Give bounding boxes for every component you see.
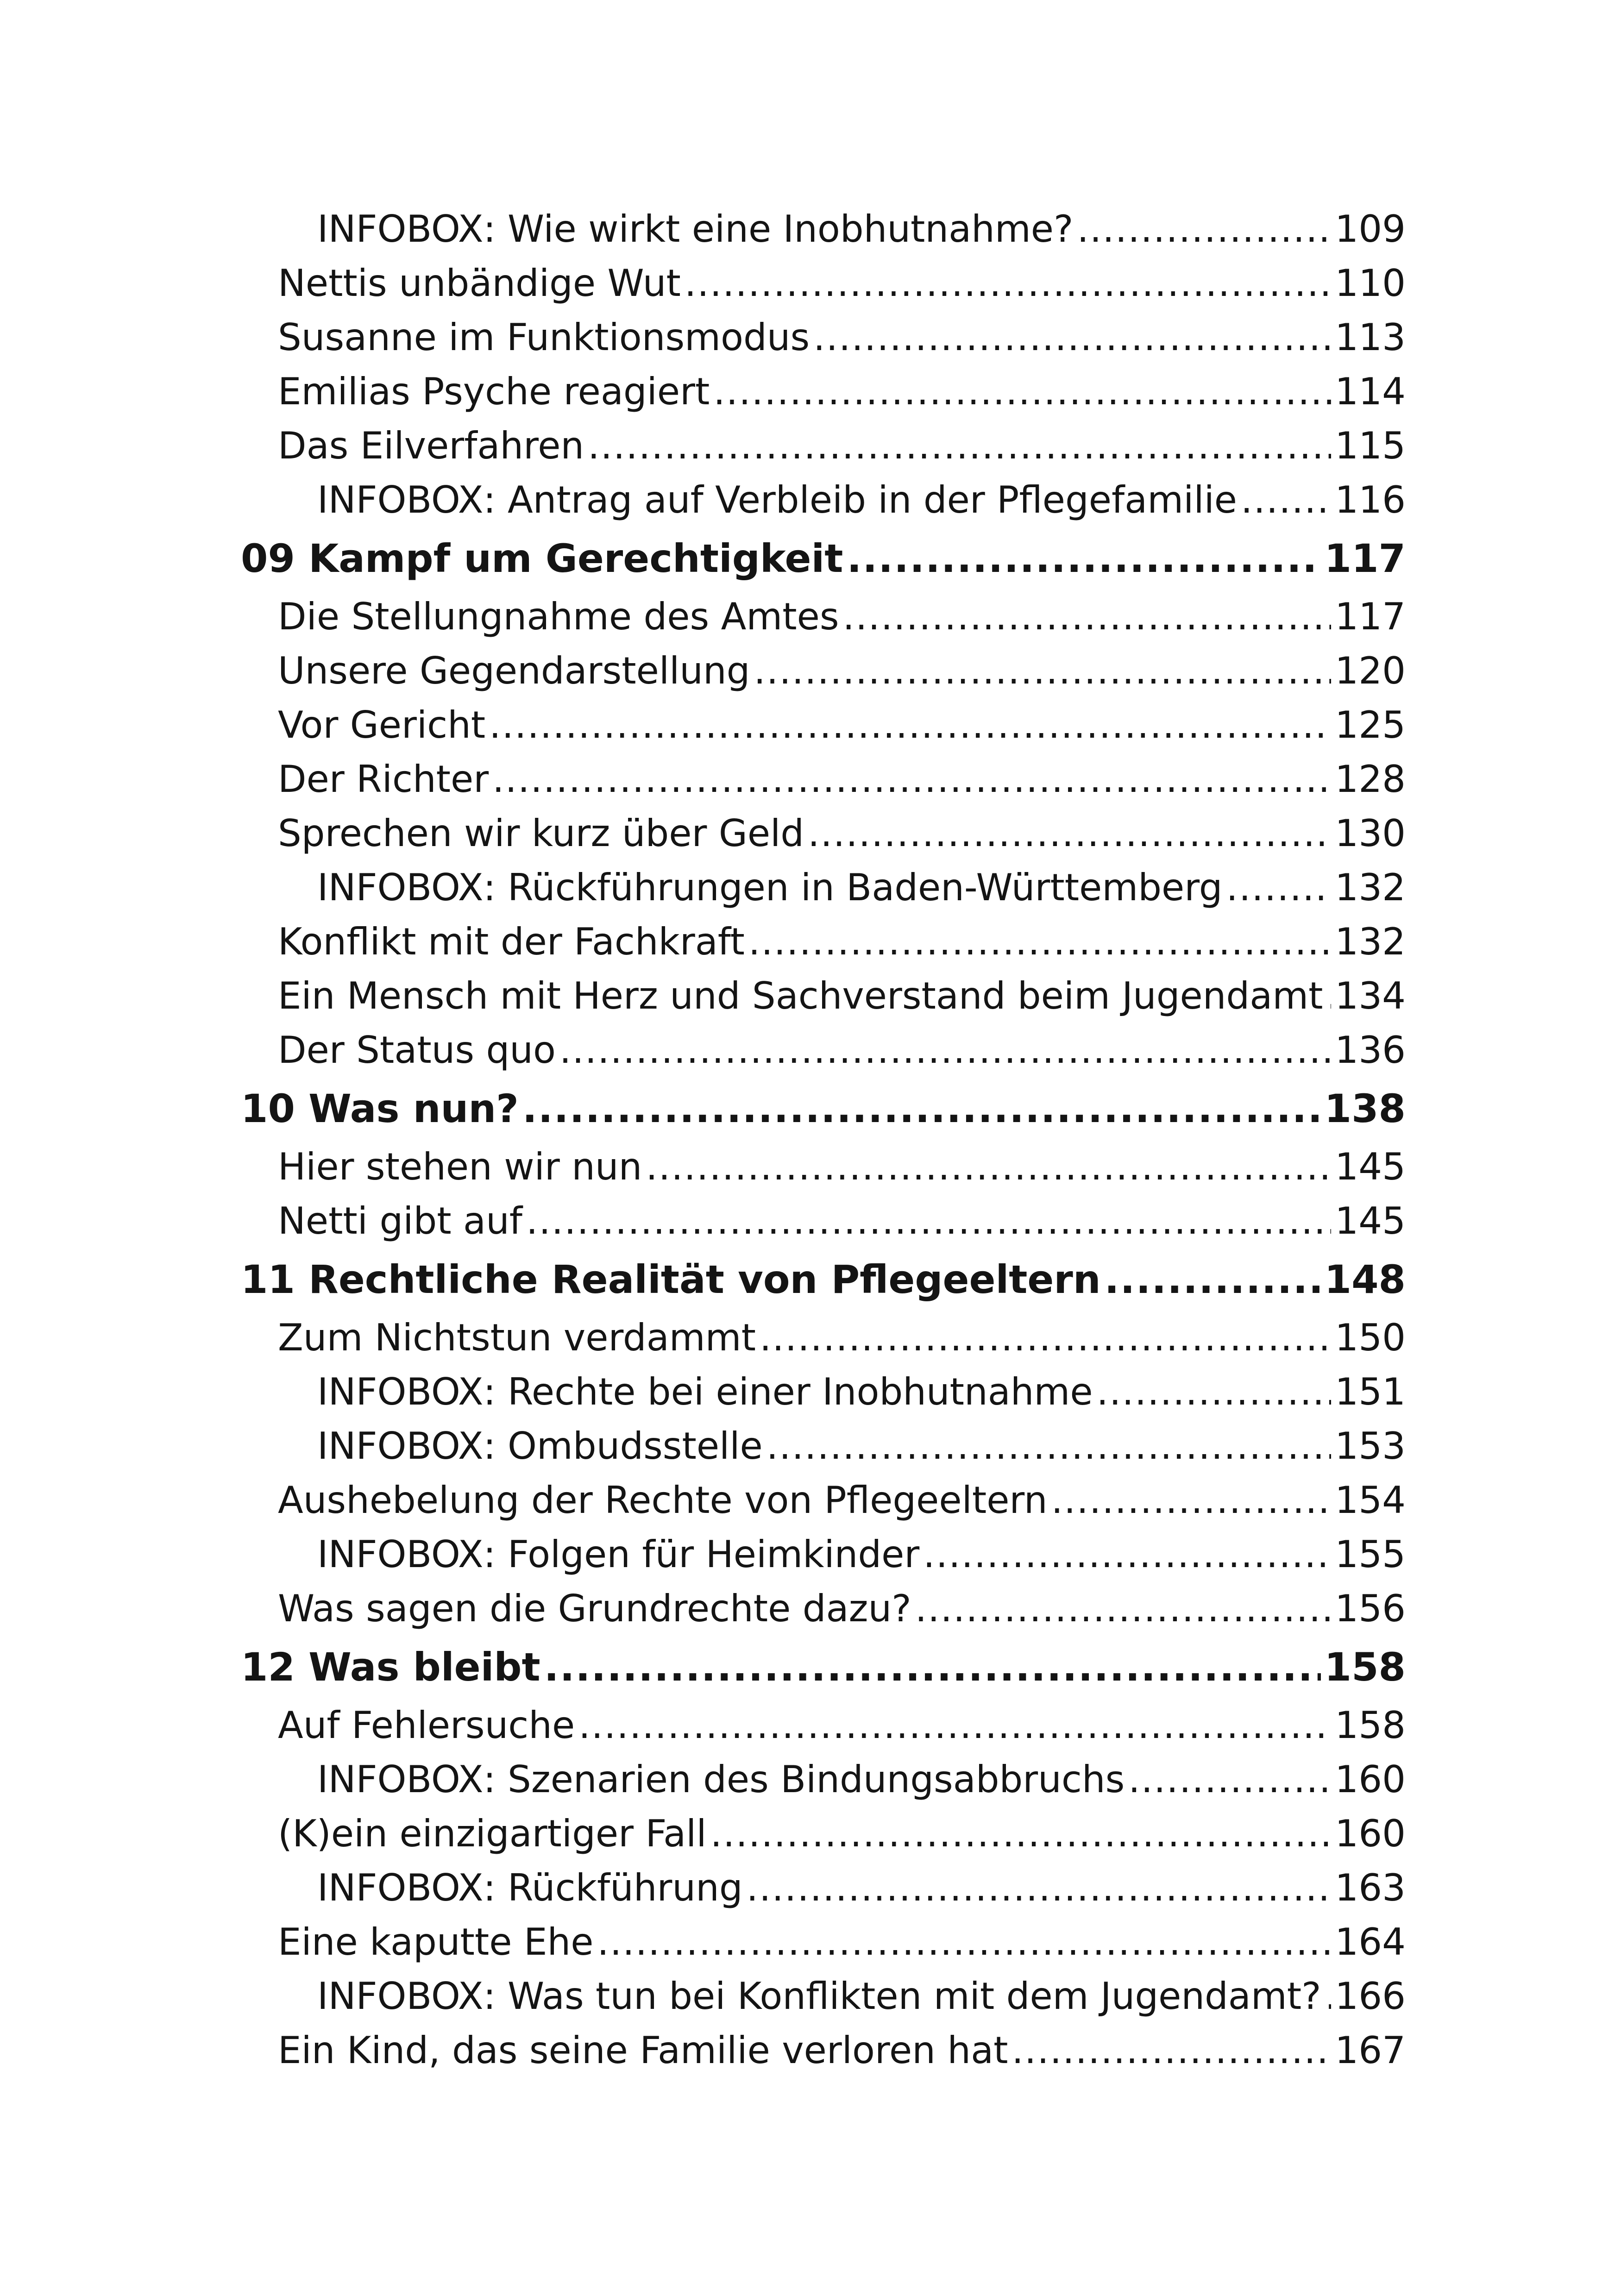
toc-entry-page: 155 bbox=[1335, 1533, 1406, 1576]
toc-entry-title: Auf Fehlersuche bbox=[278, 1704, 575, 1747]
toc-entry-section[interactable] bbox=[278, 260, 1406, 307]
dot-leader bbox=[1128, 1757, 1331, 1803]
toc-entry-page: 160 bbox=[1335, 1758, 1406, 1801]
toc-entry-page: 158 bbox=[1324, 1644, 1406, 1690]
toc-entry-section[interactable] bbox=[278, 1919, 1406, 1965]
dot-leader bbox=[710, 1811, 1332, 1857]
dot-leader bbox=[578, 1702, 1331, 1749]
toc-entry-title: Eine kaputte Ehe bbox=[278, 1920, 594, 1964]
toc-entry-title: INFOBOX: Rückführungen in Baden-Württemberg bbox=[317, 866, 1223, 909]
toc-entry-section[interactable] bbox=[278, 1811, 1406, 1857]
toc-entry-page: 138 bbox=[1324, 1086, 1406, 1131]
toc-entry-title: INFOBOX: Szenarien des Bindungsabbruchs bbox=[317, 1758, 1125, 1801]
dot-leader bbox=[544, 1644, 1321, 1690]
toc-entry-title: Nettis unbändige Wut bbox=[278, 262, 681, 305]
toc-entry-title: Vor Gericht bbox=[278, 703, 486, 747]
dot-leader bbox=[1327, 973, 1332, 1019]
toc-entry-page: 164 bbox=[1335, 1920, 1406, 1964]
toc-entry-page: 117 bbox=[1324, 536, 1406, 581]
toc-entry-chapter[interactable] bbox=[241, 1644, 1406, 1690]
dot-leader bbox=[522, 1085, 1321, 1132]
toc-entry-title: 10 Was nun? bbox=[241, 1086, 519, 1131]
toc-entry-page: 109 bbox=[1335, 207, 1406, 251]
toc-entry-section[interactable] bbox=[278, 1144, 1406, 1190]
toc-entry-page: 153 bbox=[1335, 1424, 1406, 1468]
dot-leader bbox=[559, 1027, 1331, 1073]
toc-entry-section[interactable] bbox=[278, 1586, 1406, 1632]
toc-entry-page: 113 bbox=[1335, 316, 1406, 359]
dot-leader bbox=[646, 1144, 1331, 1190]
toc-entry-infobox[interactable] bbox=[317, 1423, 1406, 1469]
toc-entry-section[interactable] bbox=[278, 1477, 1406, 1524]
toc-entry-title: INFOBOX: Was tun bei Konflikten mit dem Jugendamt? bbox=[317, 1975, 1321, 2018]
toc-entry-section[interactable] bbox=[278, 594, 1406, 640]
dot-leader bbox=[808, 810, 1331, 857]
dot-leader bbox=[492, 756, 1331, 803]
toc-entry-page: 160 bbox=[1335, 1812, 1406, 1855]
toc-entry-page: 132 bbox=[1335, 866, 1406, 909]
toc-entry-page: 136 bbox=[1335, 1029, 1406, 1072]
toc-entry-page: 116 bbox=[1335, 478, 1406, 521]
toc-entry-section[interactable] bbox=[278, 369, 1406, 415]
dot-leader bbox=[754, 648, 1331, 694]
toc-entry-title: (K)ein einzigartiger Fall bbox=[278, 1812, 707, 1855]
toc-entry-title: Das Eilverfahren bbox=[278, 424, 584, 467]
dot-leader bbox=[685, 260, 1331, 307]
toc-entry-page: 145 bbox=[1335, 1199, 1406, 1242]
dot-leader bbox=[813, 314, 1331, 361]
toc-entry-title: Hier stehen wir nun bbox=[278, 1145, 642, 1188]
toc-entry-infobox[interactable] bbox=[317, 1757, 1406, 1803]
toc-entry-page: 145 bbox=[1335, 1145, 1406, 1188]
dot-leader bbox=[1097, 1369, 1332, 1415]
toc-entry-title: INFOBOX: Rechte bei einer Inobhutnahme bbox=[317, 1370, 1093, 1413]
toc-entry-title: Die Stellungnahme des Amtes bbox=[278, 595, 839, 638]
dot-leader bbox=[843, 594, 1332, 640]
toc-entry-title: Ein Mensch mit Herz und Sachverstand beim Jugendamt bbox=[278, 974, 1323, 1017]
toc-entry-infobox[interactable] bbox=[317, 1973, 1406, 2020]
toc-entry-page: 134 bbox=[1335, 974, 1406, 1017]
toc-entry-section[interactable] bbox=[278, 1027, 1406, 1073]
dot-leader bbox=[597, 1919, 1331, 1965]
toc-entry-page: 125 bbox=[1335, 703, 1406, 747]
toc-entry-section[interactable] bbox=[278, 810, 1406, 857]
toc-entry-infobox[interactable] bbox=[317, 1865, 1406, 1911]
toc-entry-title: Unsere Gegendarstellung bbox=[278, 649, 750, 692]
toc-entry-page: 166 bbox=[1335, 1975, 1406, 2018]
toc-entry-title: Aushebelung der Rechte von Pflegeeltern bbox=[278, 1479, 1048, 1522]
toc-entry-title: Susanne im Funktionsmodus bbox=[278, 316, 810, 359]
toc-entry-chapter[interactable] bbox=[241, 535, 1406, 582]
toc-entry-page: 158 bbox=[1335, 1704, 1406, 1747]
toc-entry-title: Sprechen wir kurz über Geld bbox=[278, 812, 804, 855]
toc-entry-page: 148 bbox=[1324, 1257, 1406, 1302]
toc-entry-section[interactable] bbox=[278, 2027, 1406, 2074]
toc-entry-title: Zum Nichtstun verdammt bbox=[278, 1316, 756, 1359]
toc-entry-page: 114 bbox=[1335, 370, 1406, 413]
toc-entry-page: 130 bbox=[1335, 812, 1406, 855]
toc-entry-infobox[interactable] bbox=[317, 1531, 1406, 1578]
dot-leader bbox=[915, 1586, 1332, 1632]
toc-entry-page: 120 bbox=[1335, 649, 1406, 692]
toc-entry-title: Emilias Psyche reagiert bbox=[278, 370, 710, 413]
toc-entry-page: 156 bbox=[1335, 1587, 1406, 1630]
toc-entry-title: Ein Kind, das seine Familie verloren hat bbox=[278, 2029, 1008, 2072]
dot-leader bbox=[1325, 1973, 1332, 2020]
toc-entry-title: INFOBOX: Ombudsstelle bbox=[317, 1424, 763, 1468]
toc-entry-page: 128 bbox=[1335, 758, 1406, 801]
toc-entry-title: Der Richter bbox=[278, 758, 489, 801]
toc-entry-infobox[interactable] bbox=[317, 477, 1406, 523]
toc-entry-infobox[interactable] bbox=[317, 206, 1406, 252]
toc-entry-title: INFOBOX: Antrag auf Verbleib in der Pflegefamilie bbox=[317, 478, 1238, 521]
toc-entry-page: 110 bbox=[1335, 262, 1406, 305]
toc-entry-page: 163 bbox=[1335, 1866, 1406, 1909]
toc-entry-section[interactable] bbox=[278, 702, 1406, 748]
toc-entry-title: Was sagen die Grundrechte dazu? bbox=[278, 1587, 911, 1630]
toc-entry-section[interactable] bbox=[278, 423, 1406, 469]
dot-leader bbox=[923, 1531, 1331, 1578]
toc-entry-title: Netti gibt auf bbox=[278, 1199, 522, 1242]
toc-entry-chapter[interactable] bbox=[241, 1256, 1406, 1303]
toc-entry-page: 115 bbox=[1335, 424, 1406, 467]
dot-leader bbox=[1241, 477, 1331, 523]
toc-entry-page: 151 bbox=[1335, 1370, 1406, 1413]
dot-leader bbox=[1012, 2027, 1331, 2074]
dot-leader bbox=[748, 919, 1331, 965]
dot-leader bbox=[1051, 1477, 1332, 1524]
toc-entry-title: 09 Kampf um Gerechtigkeit bbox=[241, 536, 843, 581]
toc-entry-page: 132 bbox=[1335, 920, 1406, 963]
dot-leader bbox=[1077, 206, 1331, 252]
dot-leader bbox=[713, 369, 1331, 415]
dot-leader bbox=[526, 1198, 1331, 1244]
toc-entry-page: 154 bbox=[1335, 1479, 1406, 1522]
dot-leader bbox=[847, 535, 1320, 582]
dot-leader bbox=[760, 1315, 1331, 1361]
toc-entry-title: 11 Rechtliche Realität von Pflegeeltern bbox=[241, 1257, 1101, 1302]
toc-entry-page: 117 bbox=[1335, 595, 1406, 638]
toc-entry-infobox[interactable] bbox=[317, 865, 1406, 911]
toc-entry-section[interactable] bbox=[278, 1198, 1406, 1244]
dot-leader bbox=[767, 1423, 1332, 1469]
toc-entry-section[interactable] bbox=[278, 756, 1406, 803]
toc-entry-chapter[interactable] bbox=[241, 1085, 1406, 1132]
toc-entry-section[interactable] bbox=[278, 1315, 1406, 1361]
toc-entry-title: INFOBOX: Wie wirkt eine Inobhutnahme? bbox=[317, 207, 1074, 251]
dot-leader bbox=[588, 423, 1331, 469]
toc-entry-title: INFOBOX: Folgen für Heimkinder bbox=[317, 1533, 920, 1576]
dot-leader bbox=[489, 702, 1331, 748]
toc-entry-section[interactable] bbox=[278, 1702, 1406, 1749]
toc-entry-section[interactable] bbox=[278, 919, 1406, 965]
toc-entry-title: Der Status quo bbox=[278, 1029, 556, 1072]
toc-entry-section[interactable] bbox=[278, 648, 1406, 694]
dot-leader bbox=[1226, 865, 1332, 911]
toc-entry-title: INFOBOX: Rückführung bbox=[317, 1866, 743, 1909]
toc-entry-page: 150 bbox=[1335, 1316, 1406, 1359]
dot-leader bbox=[747, 1865, 1332, 1911]
toc-entry-page: 167 bbox=[1335, 2029, 1406, 2072]
toc-entry-title: Konflikt mit der Fachkraft bbox=[278, 920, 745, 963]
toc-entry-infobox[interactable] bbox=[317, 1369, 1406, 1415]
toc-entry-title: 12 Was bleibt bbox=[241, 1644, 540, 1690]
toc-entry-section[interactable] bbox=[278, 314, 1406, 361]
toc-entry-section[interactable] bbox=[278, 973, 1406, 1019]
dot-leader bbox=[1105, 1256, 1321, 1303]
